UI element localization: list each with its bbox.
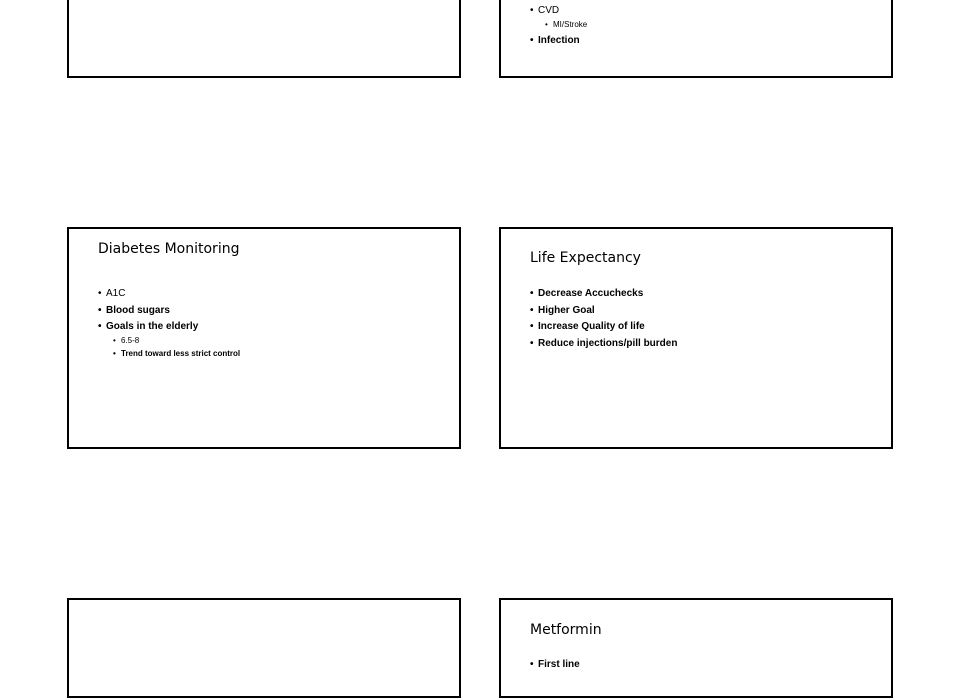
- slide-thumbnail-bottom-left: [67, 598, 461, 698]
- slide-thumbnail-top-left: [67, 0, 461, 78]
- slide-title: Metformin: [530, 622, 602, 638]
- bullet-list: [98, 287, 240, 363]
- bullet-higher-goal: • Higher Goal: [530, 304, 677, 321]
- slide-diabetes-monitoring: [67, 227, 461, 449]
- bullet-decrease-accuchecks: • Decrease Accuchecks: [530, 287, 677, 304]
- sub-bullet-range: • 6.5-8: [98, 335, 240, 348]
- bullet-reduce-injections: • Reduce injections/pill burden: [530, 337, 677, 354]
- bullet-quality-of-life: • Increase Quality of life: [530, 320, 677, 337]
- slide-metformin: [499, 598, 893, 698]
- slide-title: Life Expectancy: [530, 250, 641, 266]
- sub-bullet-mi-stroke: • MI/Stroke: [530, 19, 587, 32]
- bullet-list: [530, 658, 580, 675]
- slide-life-expectancy: [499, 227, 893, 449]
- sub-bullet-trend: • Trend toward less strict control: [98, 348, 240, 361]
- bullet-goals-elderly: • Goals in the elderly: [98, 320, 240, 337]
- bullet-first-line: • First line: [530, 658, 580, 675]
- bullet-cvd: • CVD: [530, 4, 587, 21]
- bullet-blood-sugars: • Blood sugars: [98, 304, 240, 321]
- bullet-list: [530, 4, 587, 50]
- slide-title: Diabetes Monitoring: [98, 241, 240, 257]
- slide-thumbnail-top-right: [499, 0, 893, 78]
- bullet-a1c: • A1C: [98, 287, 240, 304]
- bullet-infection: • Infection: [530, 34, 587, 51]
- bullet-list: [530, 287, 677, 353]
